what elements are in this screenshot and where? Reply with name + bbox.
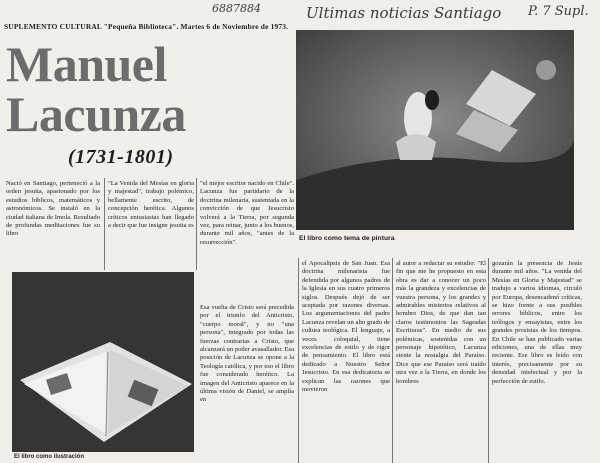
painting-image <box>296 30 574 230</box>
column-6: gozarán la presencia de Jesús durante mil años. "La venida del Mesías en Gloria y Majestad" se tradujo a varios idiomas, circuló por Europa, desencadenó críticas, se hizo frente a sus posibles errores bíblicos, entre los teólogos y ensayistas, entre los grandes prosistas de los tiempos. En Chile se han publicado varias ediciones, una de ellas muy reciente. Ese libro es leído con interés, precisamente por su densidad intelectual y por la perfección de estilo. <box>492 260 582 385</box>
clip-number: 6887884 <box>212 2 261 15</box>
column-4: el Apocalipsis de San Juan. Esa doctrina milenarista fue defendida por algunos padres de la Iglesia en sus cuatro primeros siglos. Después dejó de ser aceptada por razones diversas. Los argumentaciones del padre Lacunza revelan un alto grado de cultura teológica. El lenguaje, a veces coloquial, tiene excelencias de estilo y de rigor de pensamiento. El libro está dedicado a Nuestro Señor Jesucristo. En esa dedicatoria se explican las razones que movieron <box>302 260 390 394</box>
article-title-line1: Manuel <box>6 36 167 92</box>
column-rule <box>104 178 105 270</box>
column-3-continued: Esa vuelta de Cristo será precedida por el triunfo del Anticristo, "cuerpo moral", y no "una persona", integrado por todas las fuerzas contrarias a Cristo, que alcanzará un poder avasallador. Esa posición de Lacunza se opone a la Teología católica, y por eso el libro fue considerado herético. La imagen del Anticristo aparece en la última visión de Daniel, se amplía en <box>200 304 294 404</box>
column-rule <box>196 178 197 270</box>
column-rule <box>488 258 489 463</box>
book-photo <box>12 272 194 452</box>
painting-photo <box>296 30 574 230</box>
top-photo-caption: El libro como tema de pintura <box>299 235 395 242</box>
article-title-line2: Lacunza <box>6 86 186 142</box>
column-1: Nació en Santiago, perteneció a la orden jesuita, apasionado por los estudios bíblicos, matemáticos y astronómicos. Se instaló en la ciudad italiana de Imola. Resultado de profundas meditaciones fue su libro <box>6 180 100 238</box>
column-3: "el mejor escritor nacido en Chile". Lacunza fue partidario de la doctrina milenaria, sustentada en la convicción de que Jesucristo volverá a la Tierra, por segunda vez, para reinar, junto a los buenos, durante mil años, "antes de la resurrección". <box>200 180 294 246</box>
supplement-header: SUPLEMENTO CULTURAL "Pequeña Biblioteca". Martes 6 de Noviembre de 1973. <box>4 22 289 31</box>
column-5: al autor a redactar su estudio: "El fin que me he propuesto en esta obra es dar a conocer un poco más la grandeza y excelencias de vuestra persona, y los grandes y admirables misterios relativos al hombre Dios, de que dan tan claros testimonios las Sagradas Escrituras". En medio de sus polémicas, sostenidas con un personaje hipotético, Lacunza siente la nostalgia del Paraíso. Dice que ese Paraíso será traído otra vez a la Tierra, en donde los hombres <box>396 260 486 385</box>
book-image <box>12 272 194 452</box>
article-years: (1731-1801) <box>68 146 174 168</box>
column-rule <box>392 258 393 463</box>
handwritten-page: P. 7 Supl. <box>528 4 589 19</box>
column-rule <box>298 258 299 463</box>
handwritten-note: Ultimas noticias Santiago <box>306 4 502 22</box>
column-2: "La Venida del Mesías en gloria y majestad", trabajo polémico, bellamente escrito, de concepción herética. Algunos críticos entusiastas han llegado a decir que fue insigne jesuita es <box>108 180 194 230</box>
bottom-photo-caption: El libro como ilustración <box>14 454 85 460</box>
